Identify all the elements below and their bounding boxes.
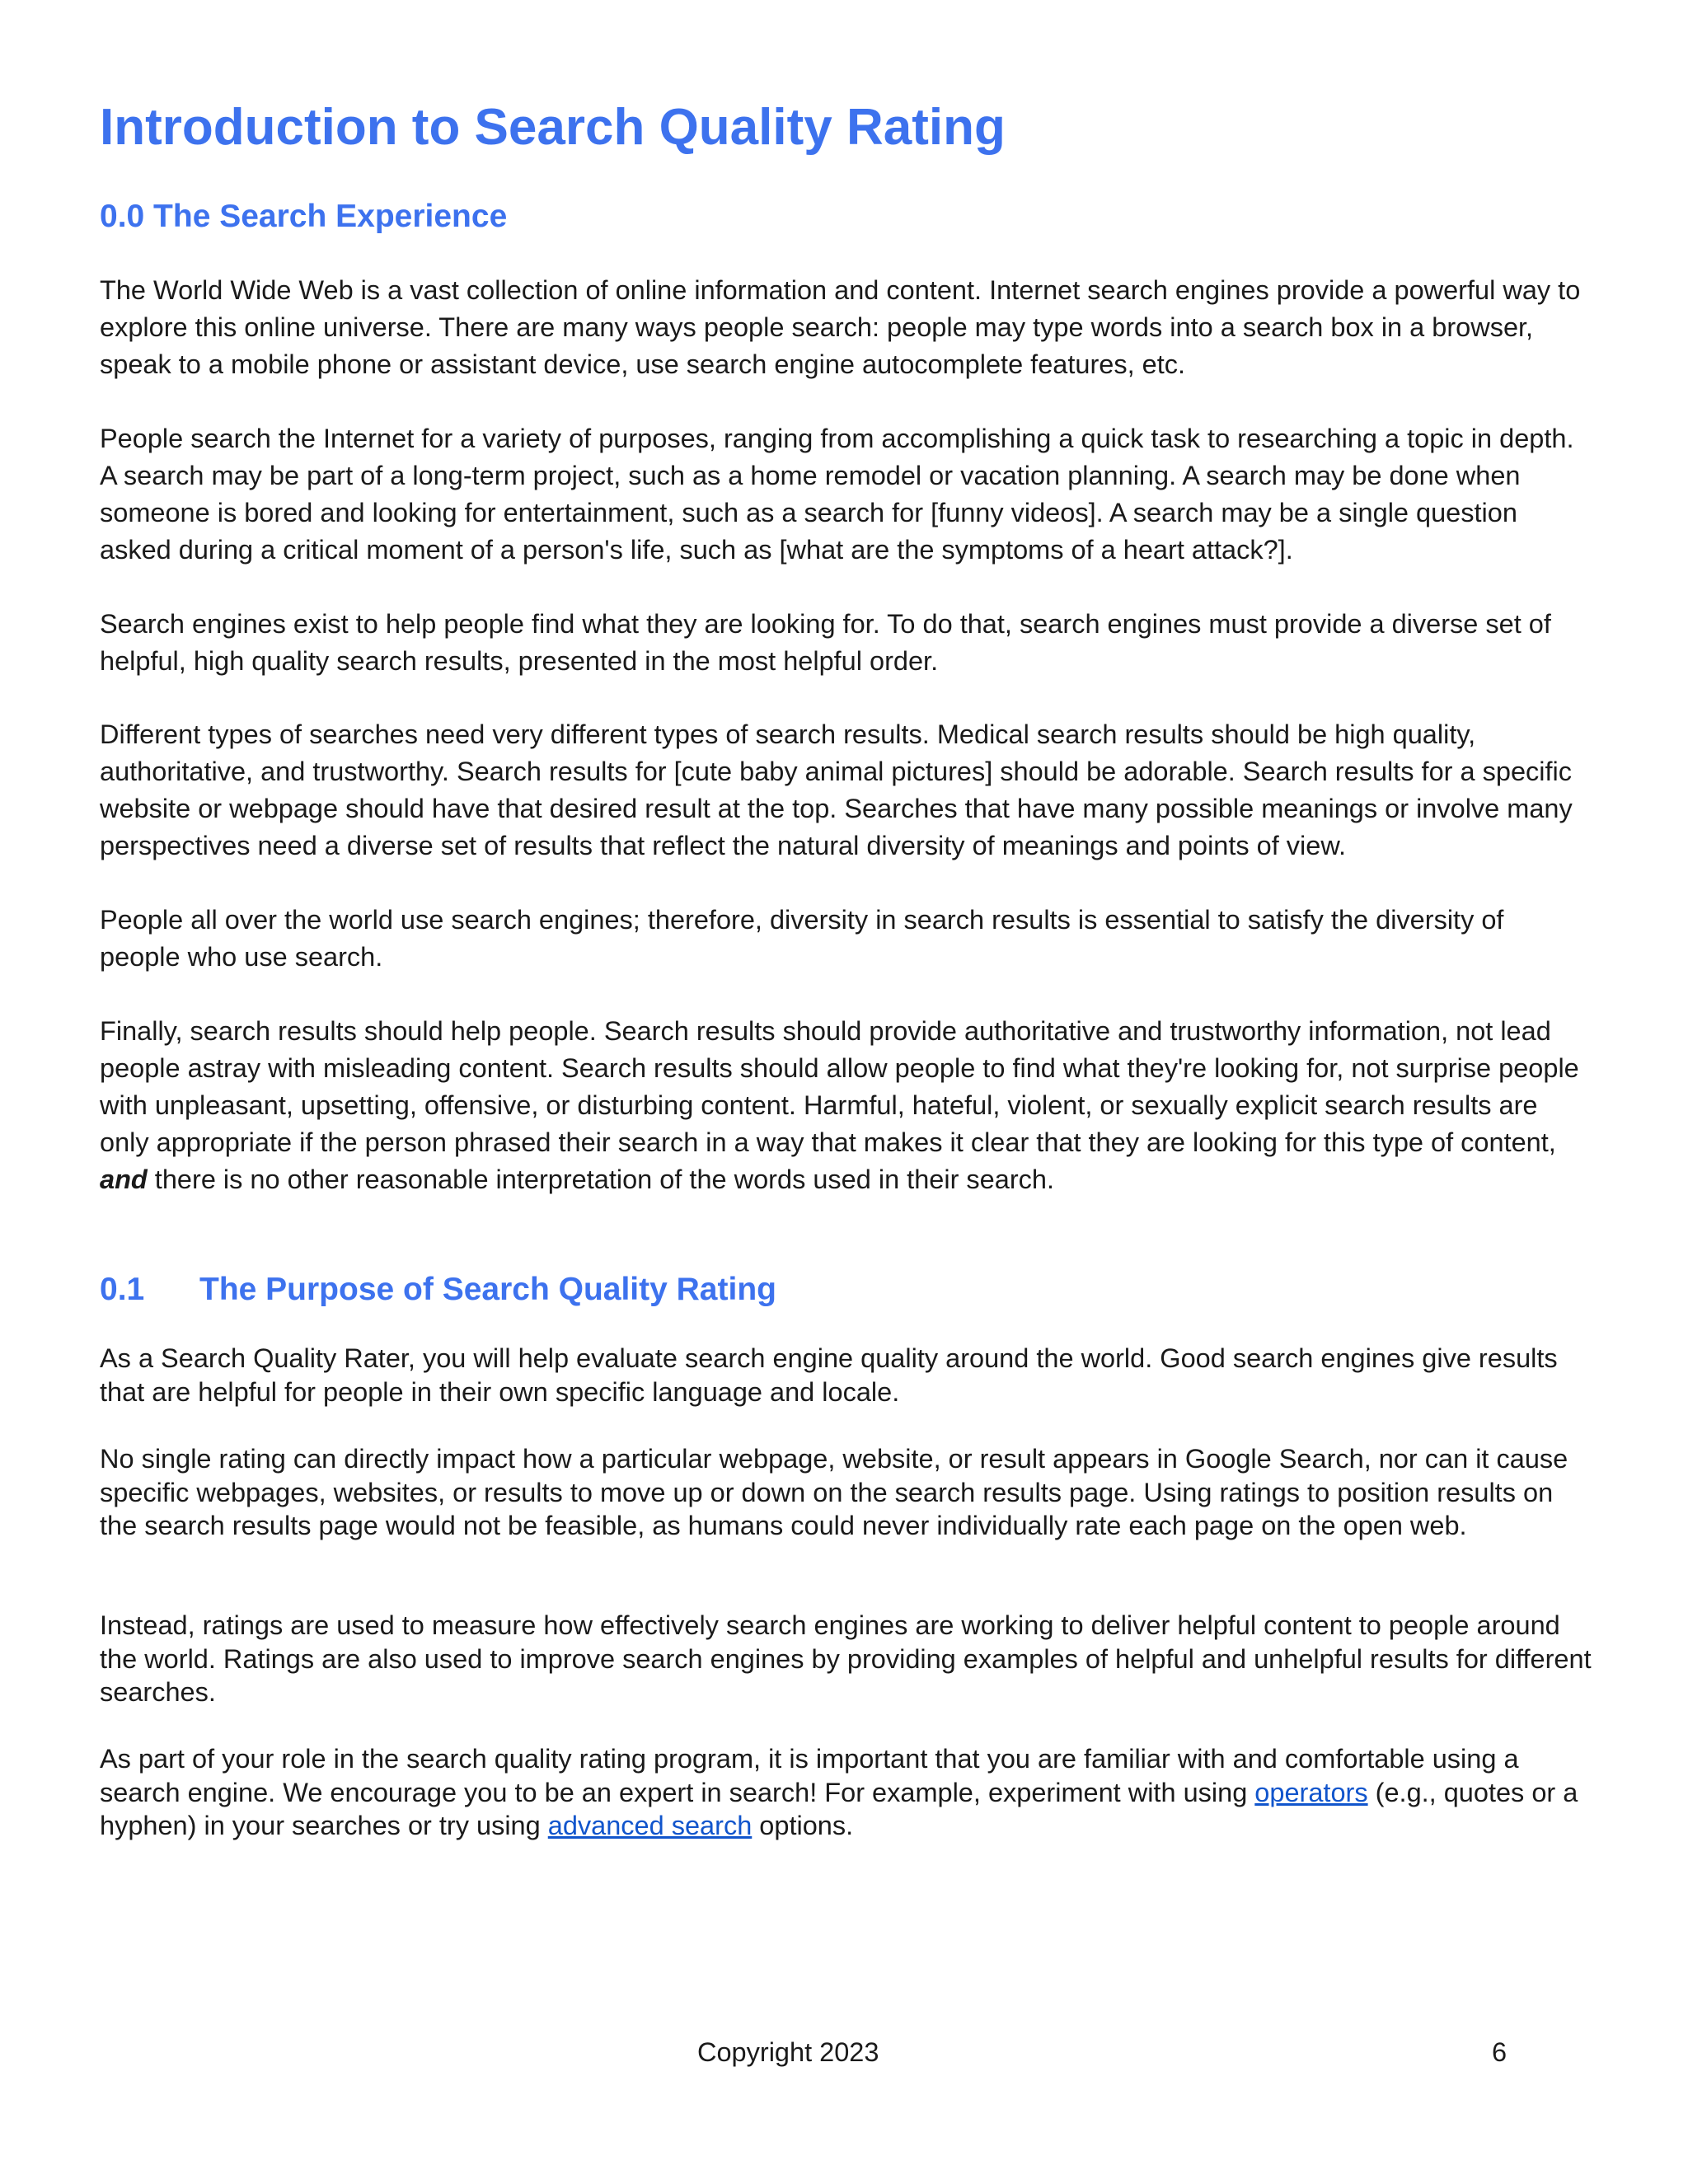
paragraph-text: As part of your role in the search quality rating program, it is important that you are familiar with and comfortable using a search engine. We encourage you to be an expert in search! For example, experiment with using — [100, 1744, 1519, 1807]
section-heading-0-1 — [100, 1271, 776, 1310]
paragraph-search-expert — [100, 1742, 1592, 1843]
paragraph-rating-impact: No single rating can directly impact how a particular webpage, website, or result appears in Google Search, nor can it cause specific webpages, websites, or results to move up or down on the search results page. Using ratings to position results on the search results page would not be feasible, as humans could never individually rate each page on the open web. — [100, 1444, 1568, 1540]
footer-copyright: Copyright 2023 — [697, 2037, 879, 2067]
paragraph-text: Finally, search results should help people. Search results should provide authoritative and trustworthy information, not lead people astray with misleading content. Search results should allow people to find what they're looking for, not surprise people with unpleasant, upsetting, offensive, or disturbing content. Harmful, hateful, violent, or sexually explicit search results are only appropriate if the person phrased their search in a way that makes it clear that they are looking for this type of content, — [100, 1016, 1579, 1157]
paragraph-search-purposes: People search the Internet for a variety of purposes, ranging from accomplishing a quick task to researching a topic in depth. A search may be part of a long-term project, such as a home remodel or vacation planning. A search may be done when someone is bored and looking for entertainment, such as a search for [funny videos]. A search may be a single question asked during a critical moment of a person's life, such as [what are the symptoms of a heart attack?]. — [100, 424, 1574, 565]
section-title: The Purpose of Search Quality Rating — [199, 1272, 776, 1307]
paragraph-rater-role: As a Search Quality Rater, you will help evaluate search engine quality around the world. Good search engines give results that are helpful for people in their own specific language and locale. — [100, 1343, 1558, 1407]
paragraph-web-overview: The World Wide Web is a vast collection of online information and content. Internet search engines provide a powerful way to explore this online universe. There are many ways people search: people may type words into a search box in a browser, speak to a mobile phone or assistant device, use search engine autocomplete features, etc. — [100, 275, 1581, 379]
page-number: 6 — [1492, 2037, 1507, 2067]
section-number: 0.1 — [100, 1272, 145, 1307]
page-title: Introduction to Search Quality Rating — [100, 99, 1006, 156]
operators-link[interactable]: operators — [1254, 1777, 1368, 1807]
paragraph-text: (e.g., quotes or a hyphen) in your searches or try using — [100, 1777, 1578, 1840]
paragraph-text: options. — [752, 1811, 854, 1840]
paragraph-search-engines-exist: Search engines exist to help people find what they are looking for. To do that, search engines must provide a diverse set of helpful, high quality search results, presented in the most helpful order. — [100, 609, 1551, 676]
paragraph-text: there is no other reasonable interpretation of the words used in their search. — [147, 1165, 1055, 1194]
section-heading-0-0: 0.0 The Search Experience — [100, 199, 508, 234]
paragraph-diversity: People all over the world use search engines; therefore, diversity in search results is essential to satisfy the diversity of people who use search. — [100, 905, 1504, 972]
advanced-search-link[interactable]: advanced search — [547, 1811, 753, 1840]
paragraph-search-types: Different types of searches need very different types of search results. Medical search results should be high quality, authoritative, and trustworthy. Search results for [cute baby animal pictures] should be adorable. Search results for a specific website or webpage should have that desired result at the top. Searches that have many possible meanings or involve many perspectives need a diverse set of results that reflect the natural diversity of meanings and points of view. — [100, 719, 1573, 860]
paragraph-ratings-usage: Instead, ratings are used to measure how effectively search engines are working to deliver helpful content to people around the world. Ratings are also used to improve search engines by providing examples of helpful and unhelpful results for different searches. — [100, 1610, 1592, 1707]
emphasis-and: and — [100, 1165, 148, 1194]
paragraph-help-people — [100, 1013, 1592, 1198]
